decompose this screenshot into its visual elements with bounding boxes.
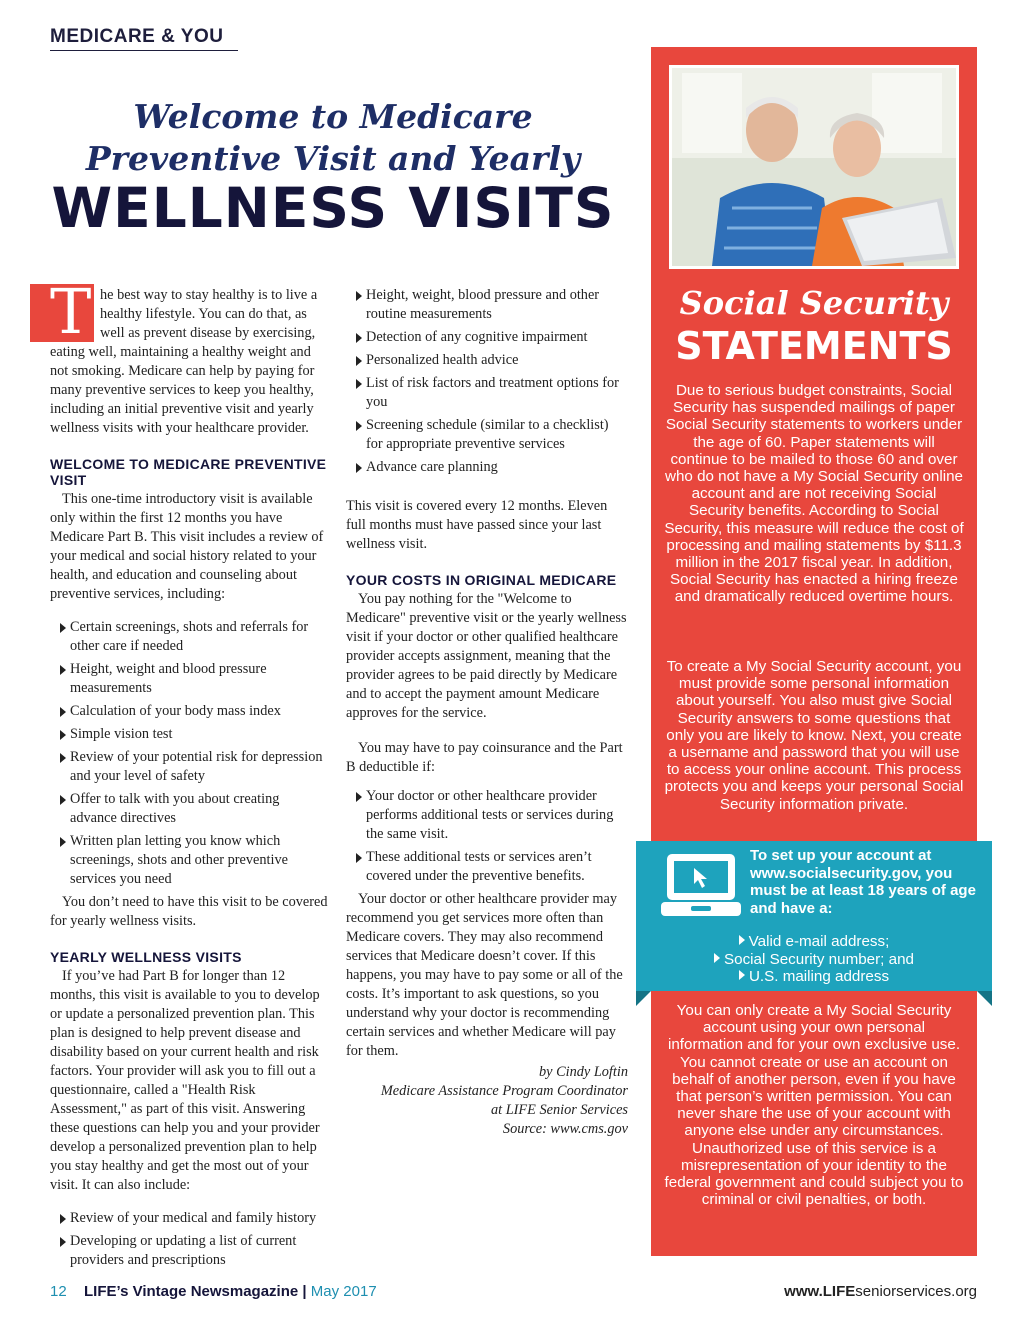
byline-title: Medicare Assistance Program Coordinator xyxy=(380,1083,628,1099)
column-2 xyxy=(346,286,628,1139)
list-item: List of risk factors and treatment options for you xyxy=(346,374,628,412)
byline xyxy=(346,1063,628,1139)
callout-requirements-list xyxy=(651,933,977,986)
list-item: Review of your medical and family history xyxy=(50,1209,328,1228)
magazine-name xyxy=(84,1283,377,1300)
website-url xyxy=(784,1283,977,1300)
magazine-title: LIFE’s Vintage Newsmagazine xyxy=(84,1283,299,1300)
byline-source: Source: www.cms.gov xyxy=(502,1121,628,1137)
byline-org: at LIFE Senior Services xyxy=(491,1102,628,1118)
section-label: MEDICARE & YOU xyxy=(50,26,224,47)
banner-fold-left xyxy=(636,991,651,1006)
sidebar-paragraph-2: To create a My Social Security account, you must provide some personal information about yourself. You also must give Social Security answers to some questions that only you are likely to know. Next, you create a username and password that you will use to access your online account. This process protects you and keeps your personal Social Security information private. xyxy=(664,658,964,813)
list-item: Height, weight, blood pressure and other routine measurements xyxy=(346,286,628,324)
list-item: Detection of any cognitive impairment xyxy=(346,328,628,347)
dropcap-letter: T xyxy=(50,275,92,348)
page-number: 12 xyxy=(50,1283,67,1300)
list-item: Personalized health advice xyxy=(346,351,628,370)
costs-paragraph: You pay nothing for the "Welcome to Medicare" preventive visit or the yearly wellness visit if your doctor or other qualified healthcare provider accepts assignment, meaning that the provider agrees to be paid directly by Medicare and to accept the payment amount Medicare approves for the service. xyxy=(346,591,627,721)
list-item: Offer to talk with you about creating advance directives xyxy=(50,790,328,828)
list-item: Calculation of your body mass index xyxy=(50,702,328,721)
list-item: Screening schedule (similar to a checklist) for appropriate preventive services xyxy=(346,416,628,454)
welcome-paragraph: This one-time introductory visit is available only within the first 12 months you have Medicare Part B. This visit includes a review of your medical and social history related to your health, and education and counseling about preventive services, including: xyxy=(50,491,324,602)
coinsurance-list xyxy=(346,787,628,886)
welcome-heading: WELCOME TO MEDICARE PREVENTIVE VISIT xyxy=(50,456,327,488)
section-divider xyxy=(50,50,238,51)
footer-separator: | xyxy=(302,1283,307,1300)
sidebar-title-script: Social Security xyxy=(679,284,949,322)
column-1 xyxy=(50,286,328,1274)
list-item: Advance care planning xyxy=(346,458,628,477)
title-line-2: Preventive Visit and Yearly xyxy=(85,139,581,178)
seniors-photo-illustration xyxy=(672,68,956,266)
article-title: WELLNESS VISITS xyxy=(51,176,615,240)
list-item: Simple vision test xyxy=(50,725,328,744)
list-item: Written plan letting you know which screenings, shots and other preventive services you need xyxy=(50,832,328,889)
list-item: These additional tests or services aren’t covered under the preventive benefits. xyxy=(346,848,628,886)
computer-icon xyxy=(661,852,741,918)
website-url-rest: seniorservices.org xyxy=(855,1283,977,1300)
list-item: Review of your potential risk for depression and your level of safety xyxy=(50,748,328,786)
byline-author: by Cindy Loftin xyxy=(539,1064,628,1080)
welcome-note: You don’t need to have this visit to be covered for yearly wellness visits. xyxy=(50,894,328,929)
yearly-list-part-2 xyxy=(346,286,628,477)
list-item: Valid e-mail address; xyxy=(651,933,977,951)
welcome-list xyxy=(50,618,328,889)
list-item: Developing or updating a list of current providers and prescriptions xyxy=(50,1232,328,1270)
intro-paragraph: he best way to stay healthy is to live a healthy lifestyle. You can do that, as well as prevent disease by exercising, eating well, maintaining a healthy weight and not smoking. Medicare can help by paying for many preventive services to keep you healthy, including an initial preventive visit and yearly wellness visits with your healthcare provider. xyxy=(50,287,318,436)
callout-heading: To set up your account at www.socialsecurity.gov, you must be at least 18 years of age and have a: xyxy=(750,847,976,917)
closing-paragraph: Your doctor or other healthcare provider may recommend you get services more often than Medicare covers. They may also recommend services that Medicare doesn’t cover. If this happens, you may have to pay some or all of the costs. It’s important to ask questions, so you understand why your doctor is recommending certain services and whether Medicare will pay for them. xyxy=(346,891,623,1059)
seniors-photo xyxy=(669,65,959,269)
banner-fold-right xyxy=(977,991,992,1006)
list-item: Social Security number; and xyxy=(651,951,977,969)
list-item: Certain screenings, shots and referrals for other care if needed xyxy=(50,618,328,656)
costs-heading: YOUR COSTS IN ORIGINAL MEDICARE xyxy=(346,572,617,588)
yearly-heading: YEARLY WELLNESS VISITS xyxy=(50,949,242,965)
yearly-list-part-1 xyxy=(50,1209,328,1270)
sidebar-paragraph-3: You can only create a My Social Security account using your own personal information and for your own exclusive use. You cannot create or use an account on behalf of another person, even if you have that person’s written permission. You can never share the use of your account with anyone else under any circumstances. Unauthorized use of this service is a misrepresentation of your identity to the federal government and could subject you to criminal or civil penalties, or both. xyxy=(664,1002,964,1209)
list-item: Height, weight and blood pressure measurements xyxy=(50,660,328,698)
issue-month: May 2017 xyxy=(310,1283,377,1300)
list-item: Your doctor or other healthcare provider performs additional tests or services during the same visit. xyxy=(346,787,628,844)
list-item: U.S. mailing address xyxy=(651,968,977,986)
title-line-1: Welcome to Medicare xyxy=(133,97,533,136)
sidebar-paragraph-1: Due to serious budget constraints, Social Security has suspended mailings of paper Social Security statements to workers under the age of 60. Paper statements will continue to be mailed to those 60 and over who do not have a My Social Security online account and are not receiving Social Security benefits. According to Social Security, this measure will reduce the cost of processing and mailing statements by $11.3 million in the 2017 fiscal year. In addition, Social Security has enacted a hiring freeze and dramatically reduced overtime hours. xyxy=(664,382,964,606)
yearly-paragraph: If you’ve had Part B for longer than 12 months, this visit is available to you to develop or update a personalized prevention plan. This plan is designed to help prevent disease and disability based on your current health and risk factors. Your provider will ask you to fill out a questionnaire, called a "Health Risk Assessment," as part of this visit. Answering these questions can help you and your provider develop a personalized prevention plan to help you stay healthy and get the most out of your visit. It can also include: xyxy=(50,968,320,1193)
coinsurance-paragraph: You may have to pay coinsurance and the Part B deductible if: xyxy=(346,740,623,775)
sidebar-title: STATEMENTS xyxy=(675,324,953,368)
website-url-bold: www.LIFE xyxy=(784,1283,856,1300)
yearly-note: This visit is covered every 12 months. Eleven full months must have passed since your last wellness visit. xyxy=(346,498,608,552)
